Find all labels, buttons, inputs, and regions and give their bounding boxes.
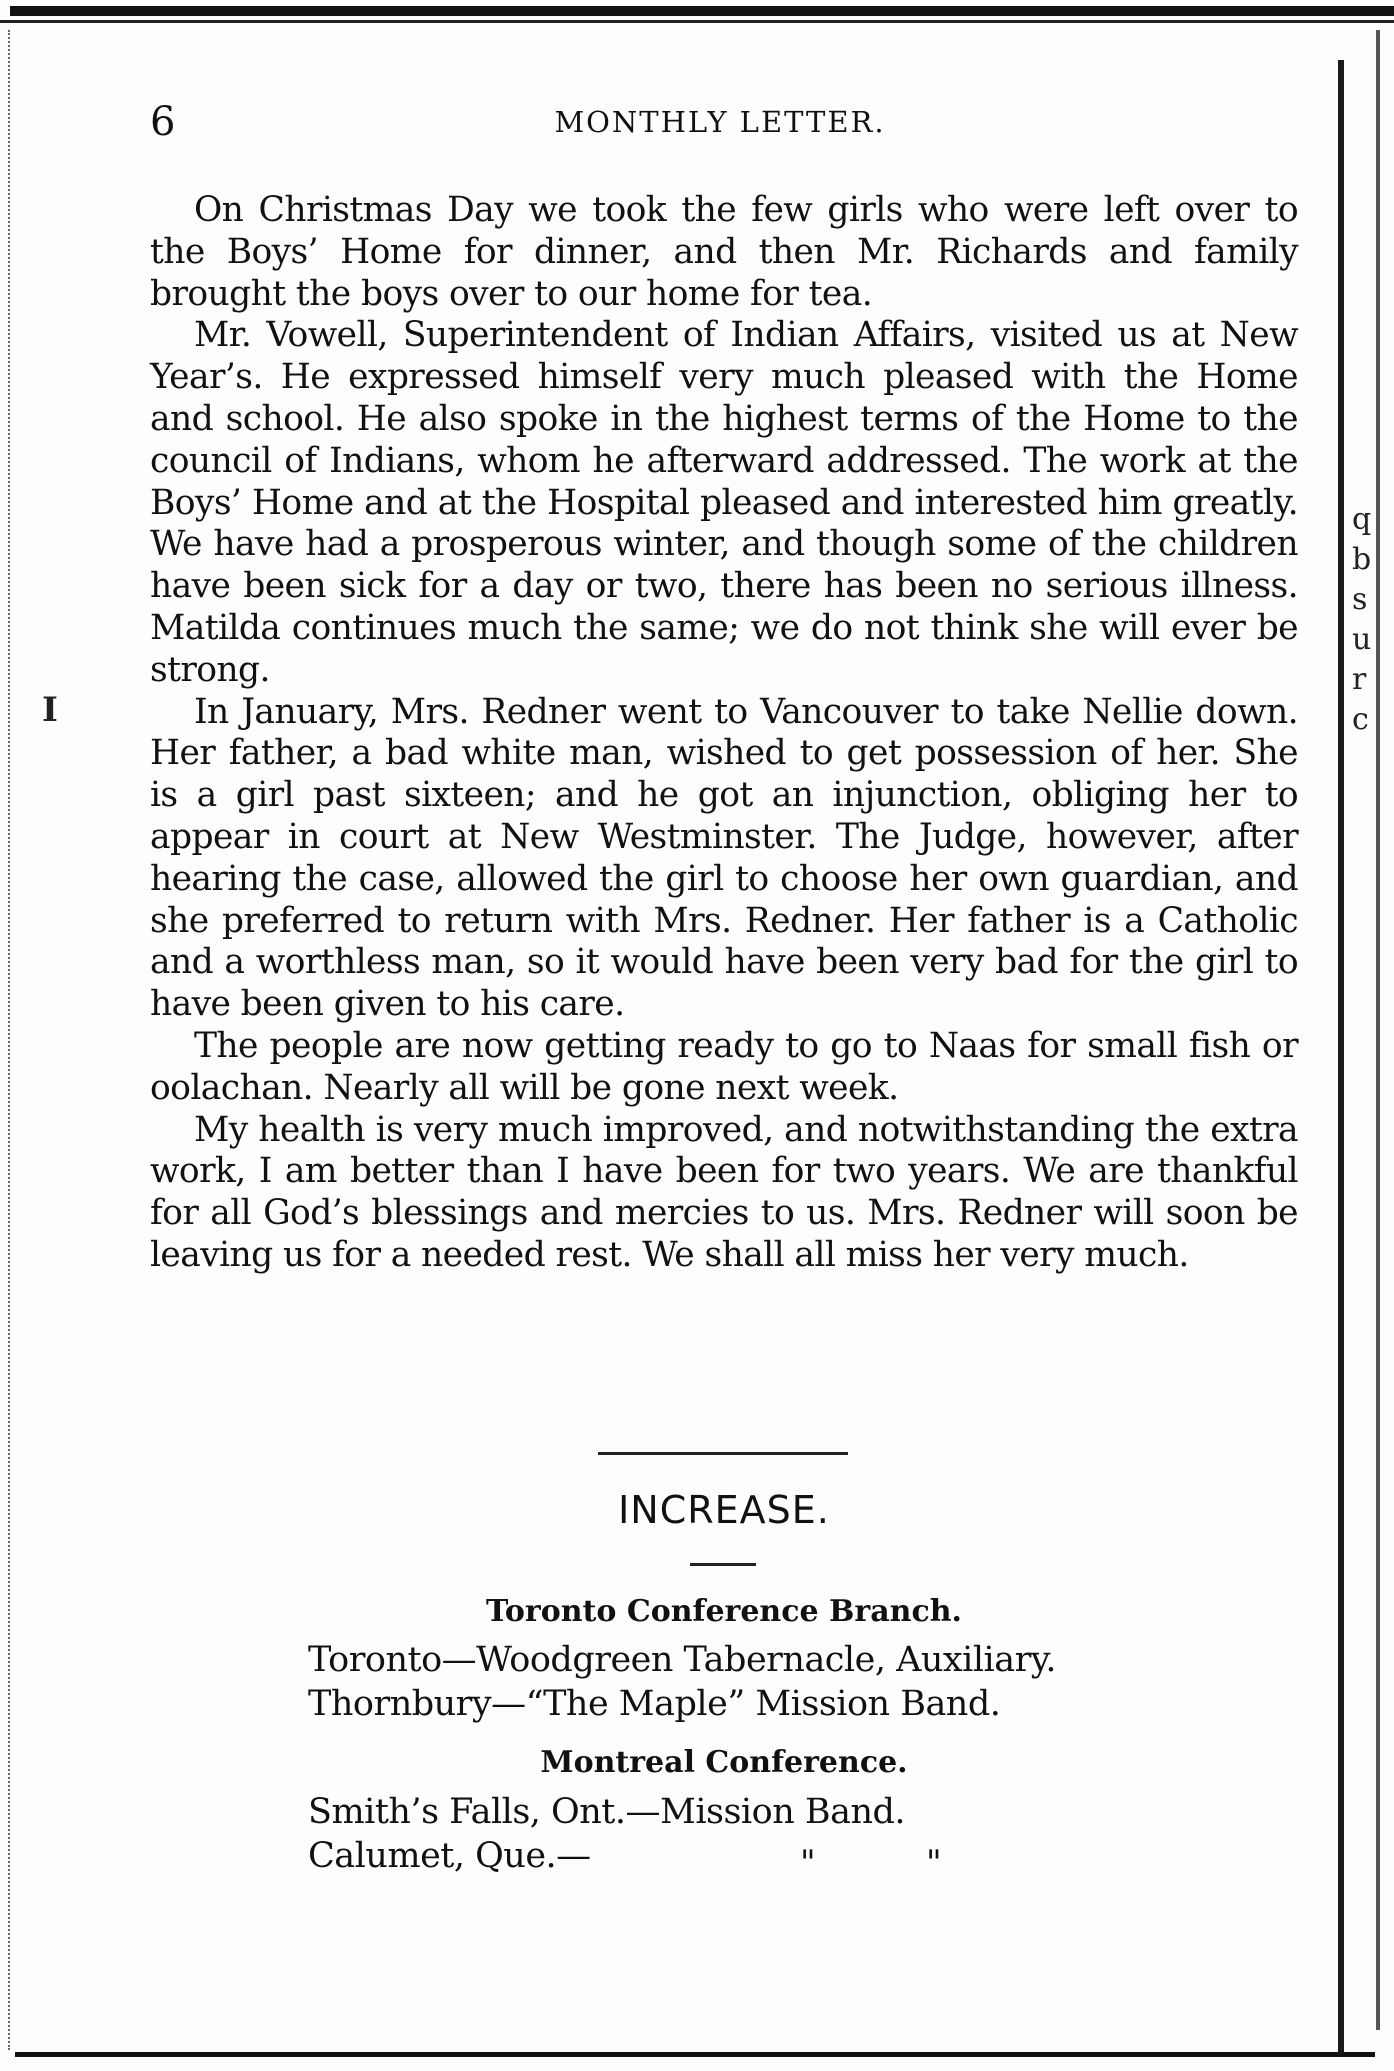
letter-body	[150, 190, 1298, 1277]
paragraph: In January, Mrs. Redner went to Vancouver to take Nellie down. Her father, a bad white man, wished to get possession of her. She is a girl past sixteen; and he got an injunction, obliging her to appear in court at New Westminster. The Judge, however, after hearing the case, allowed the girl to choose her own guardian, and she preferred to return with Mrs. Redner. Her father is a Catholic and a worthless man, so it would have been very bad for the girl to have been given to his care.	[150, 691, 1298, 1025]
increase-entry: Smith’s Falls, Ont.—Mission Band.	[308, 1792, 906, 1832]
conference-name: Toronto Conference Branch.	[486, 1594, 962, 1629]
scan-edge-top-line	[0, 20, 1394, 23]
margin-mark: I	[42, 690, 58, 730]
scan-edge-top	[10, 6, 1394, 16]
page-number: 6	[150, 99, 176, 145]
scan-edge-right	[1338, 60, 1344, 2055]
paragraph: My health is very much improved, and notwithstanding the extra work, I am better than I have been for two years. We are thankful for all God’s blessings and mercies to us. Mrs. Redner will soon be leaving us for a needed rest. We shall all miss her very much.	[150, 1109, 1298, 1275]
scan-edge-right-outer	[1376, 30, 1380, 2030]
paragraph: On Christmas Day we took the few girls who were left over to the Boys’ Home for dinner, and then Mr. Richards and family brought the boys over to our home for tea.	[150, 190, 1298, 314]
paragraph: Mr. Vowell, Superintendent of Indian Affairs, visited us at New Year’s. He expressed himself very much pleased with the Home and school. He also spoke in the highest terms of the Home to the council of Indians, whom he afterward addressed. The work at the Boys’ Home and at the Hospital pleased and interested him greatly. We have had a prosperous winter, and though some of the children have been sick for a day or two, there has been no serious illness. Matilda continues much the same; we do not think she will ever be strong.	[150, 315, 1298, 690]
increase-heading: INCREASE.	[618, 1488, 830, 1532]
running-head: MONTHLY LETTER.	[554, 105, 886, 139]
scan-edge-left	[8, 30, 12, 2050]
page-header	[150, 99, 1290, 145]
ditto-mark: "	[926, 1843, 942, 1883]
short-divider	[690, 1563, 756, 1566]
increase-entry: Calumet, Que.—	[308, 1836, 591, 1876]
conference-name: Montreal Conference.	[540, 1745, 908, 1780]
paragraph: The people are now getting ready to go to Naas for small fish or oolachan. Nearly all will be gone next week.	[150, 1025, 1298, 1108]
ditto-mark: "	[800, 1843, 816, 1883]
increase-entry: Thornbury—“The Maple” Mission Band.	[308, 1684, 1001, 1724]
facing-page-fragment: q b s u r c	[1352, 502, 1372, 737]
section-divider	[598, 1452, 848, 1455]
increase-entry: Toronto—Woodgreen Tabernacle, Auxiliary.	[308, 1640, 1057, 1680]
scan-edge-bottom	[15, 2052, 1375, 2057]
